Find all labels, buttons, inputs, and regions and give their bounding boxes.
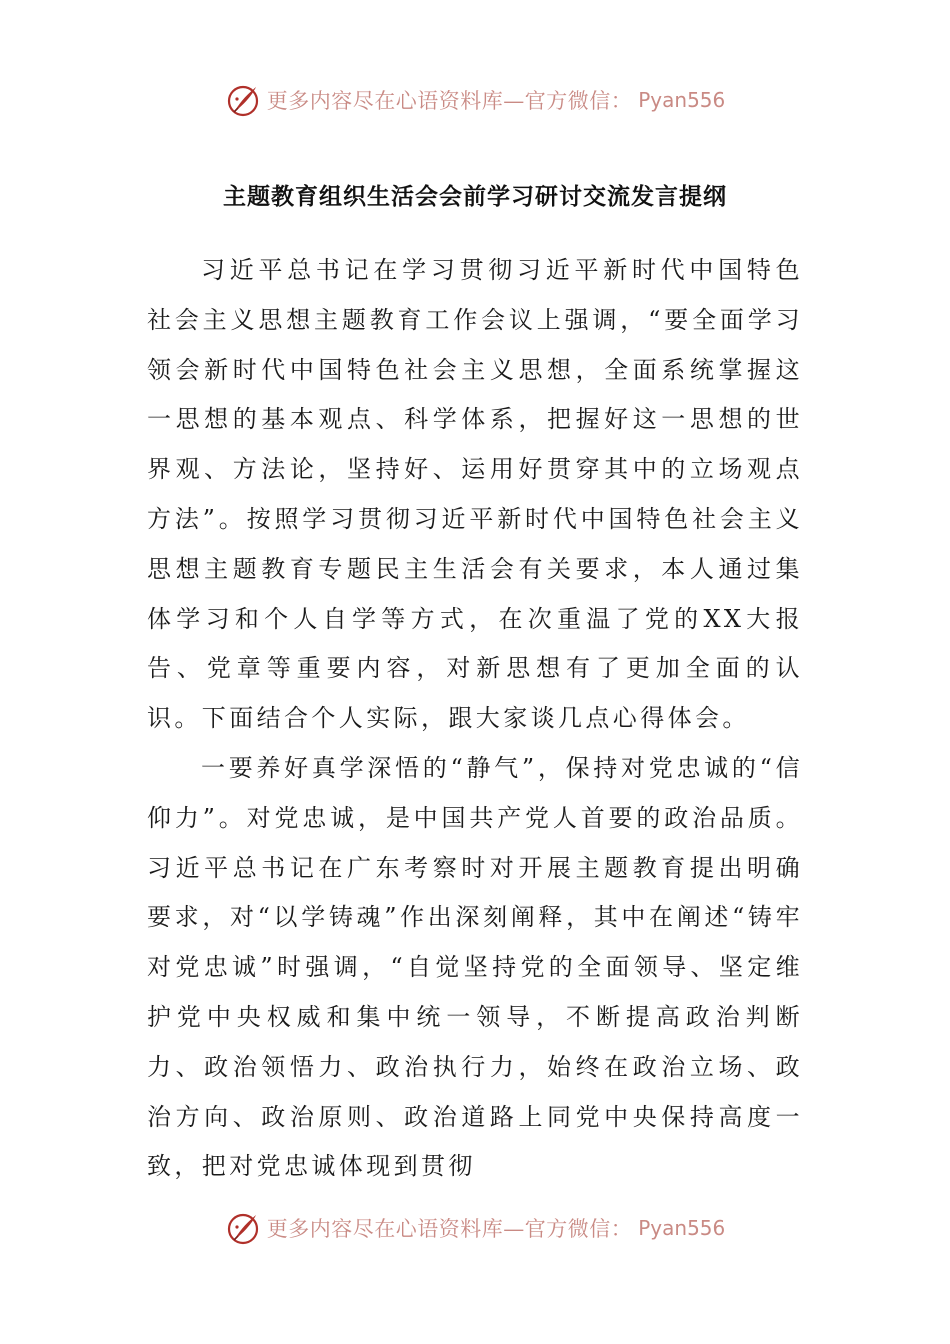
banner-text: 更多内容尽在心语资料库—官方微信： (266, 1217, 633, 1241)
document-body (147, 246, 803, 1192)
wechat-id: Pyan556 (638, 88, 726, 112)
header-banner (0, 82, 950, 118)
banner-text: 更多内容尽在心语资料库—官方微信： (266, 89, 633, 113)
document-title: 主题教育组织生活会会前学习研讨交流发言提纲 (223, 184, 727, 210)
footer-banner (0, 1210, 950, 1246)
paragraph-1: 习近平总书记在学习贯彻习近平新时代中国特色社会主义思想主题教育工作会议上强调，“要全面学习领会新时代中国特色社会主义思想，全面系统掌握这一思想的基本观点、科学体系，把握好这一思想的世界观、方法论，坚持好、运用好贯穿其中的立场观点方法”。按照学习贯彻习近平新时代中国特色社会主义思想主题教育专题民主生活会有关要求，本人通过集体学习和个人自学等方式，在次重温了党的XX大报告、党章等重要内容，对新思想有了更加全面的认识。下面结合个人实际，跟大家谈几点心得体会。 (147, 256, 803, 733)
wechat-id: Pyan556 (638, 1216, 726, 1240)
paragraph-2: 一要养好真学深悟的“静气”，保持对党忠诚的“信仰力”。对党忠诚，是中国共产党人首要的政治品质。习近平总书记在广东考察时对开展主题教育提出明确要求，对“以学铸魂”作出深刻阐释，其中在阐述“铸牢对党忠诚”时强调，“自觉坚持党的全面领导、坚定维护党中央权威和集中统一领导，不断提高政治判断力、政治领悟力、政治执行力，始终在政治立场、政治方向、政治原则、政治道路上同党中央保持高度一致，把对党忠诚体现到贯彻 (147, 753, 803, 1181)
quill-pen-logo-icon (225, 1210, 261, 1246)
quill-pen-logo-icon (225, 82, 261, 118)
